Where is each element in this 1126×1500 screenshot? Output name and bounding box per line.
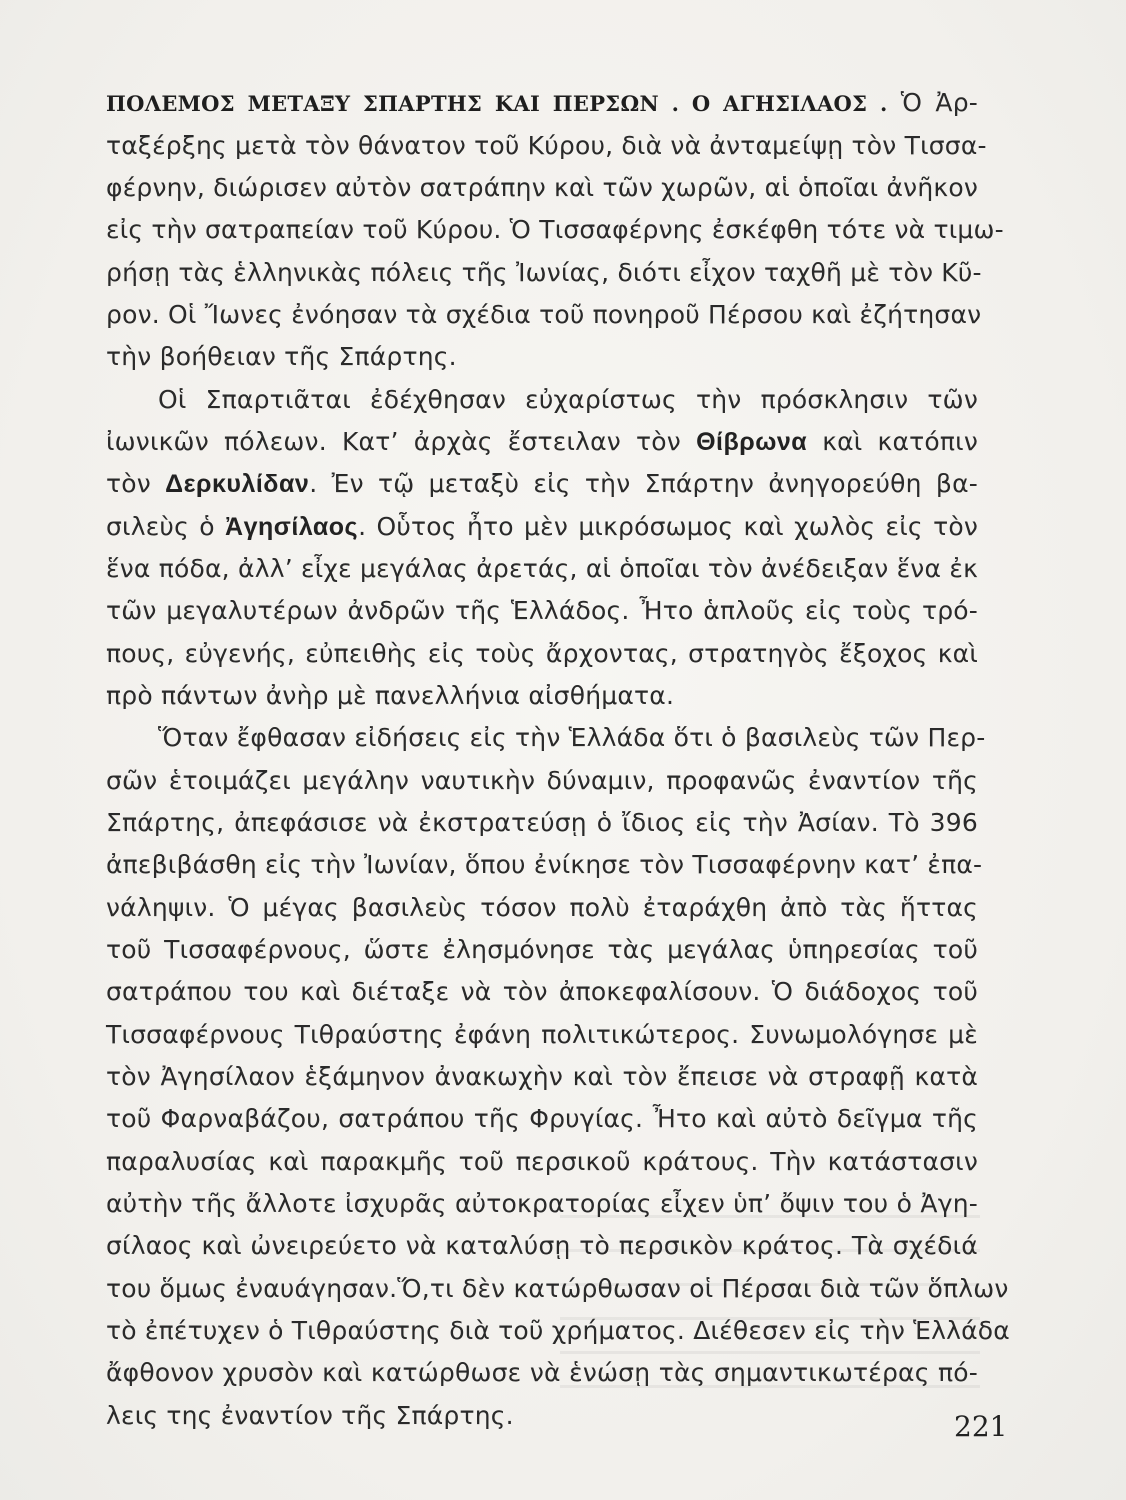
text-line: τὸ ἐπέτυχεν ὁ Τιθραύστης διὰ τοῦ χρήματος. Διέθεσεν εἰς τὴν Ἑλλάδα: [106, 1316, 1010, 1345]
text-fragment: σιλεὺς ὁ: [106, 512, 226, 541]
text-line: ἄφθονον χρυσὸν καὶ κατώρθωσε νὰ ἑνώσῃ τὰς σημαντικωτέρας πό-: [106, 1358, 978, 1387]
text-line: σῶν ἑτοιμάζει μεγάλην ναυτικὴν δύναμιν, προφανῶς ἐναντίον τῆς: [106, 766, 978, 795]
page-number: 221: [954, 1410, 1008, 1443]
text-line: λεις της ἐναντίον τῆς Σπάρτης.: [106, 1401, 514, 1430]
text-line: ρήσῃ τὰς ἑλληνικὰς πόλεις τῆς Ἰωνίας, διότι εἶχον ταχθῆ μὲ τὸν Κῦ-: [106, 258, 982, 287]
text-line: αὐτὴν τῆς ἄλλοτε ἰσχυρᾶς αὐτοκρατορίας εἶχεν ὑπ’ ὄψιν του ὁ Ἀγη-: [106, 1189, 978, 1218]
text-line: εἰς τὴν σατραπείαν τοῦ Κύρου. Ὁ Τισσαφέρνης ἐσκέφθη τότε νὰ τιμω-: [106, 215, 1004, 244]
emphasized-name: Δερκυλίδαν: [165, 470, 310, 498]
text-fragment: τὸν: [106, 469, 166, 498]
heading-line: [106, 82, 978, 124]
text-fragment: . Οὗτος ἦτο μὲν μικρόσωμος καὶ χωλὸς εἰς τὸν: [358, 512, 978, 541]
text-line: ρον. Οἱ Ἴωνες ἐνόησαν τὰ σχέδια τοῦ πονηροῦ Πέρσου καὶ ἐζήτησαν: [106, 300, 982, 329]
text-line: τοῦ Φαρναβάζου, σατράπου τῆς Φρυγίας. Ἦτο καὶ αὐτὸ δεῖγμα τῆς: [106, 1104, 978, 1133]
text-line: τοῦ Τισσαφέρνους, ὥστε ἐλησμόνησε τὰς μεγάλας ὑπηρεσίας τοῦ: [106, 935, 978, 964]
emphasized-name: Ἀγησίλαος: [225, 513, 359, 541]
text-fragment: Ὁ Ἀρ-: [900, 88, 978, 117]
text-fragment: . Ἐν τῷ μεταξὺ εἰς τὴν Σπάρτην ἀνηγορεύθη βα-: [309, 469, 978, 498]
section-heading: ΠΟΛΕΜΟΣ ΜΕΤΑΞΥ ΣΠΑΡΤΗΣ ΚΑΙ ΠΕΡΣΩΝ . Ο ΑΓΗΣΙΛΑΟΣ .: [106, 91, 888, 116]
text-line: πρὸ πάντων ἀνὴρ μὲ πανελλήνια αἰσθήματα.: [106, 681, 675, 710]
text-fragment: ἰωνικῶν πόλεων. Κατ’ ἀρχὰς ἔστειλαν τὸν: [106, 427, 697, 456]
text-line: φέρνην, διώρισεν αὐτὸν σατράπην καὶ τῶν χωρῶν, αἱ ὁποῖαι ἀνῆκον: [106, 173, 978, 202]
text-line: σατράπου του καὶ διέταξε νὰ τὸν ἀποκεφαλίσουν. Ὁ διάδοχος τοῦ: [106, 977, 978, 1006]
text-line: σίλαος καὶ ὠνειρεύετο νὰ καταλύσῃ τὸ περσικὸν κράτος. Τὰ σχέδιά: [106, 1231, 978, 1260]
text-line: ταξέρξης μετὰ τὸν θάνατον τοῦ Κύρου, διὰ νὰ ἀνταμείψῃ τὸν Τισσα-: [106, 131, 987, 160]
text-line: Οἱ Σπαρτιᾶται ἐδέχθησαν εὐχαρίστως τὴν πρόσκλησιν τῶν: [158, 385, 978, 414]
text-line: [106, 506, 978, 548]
text-line: Ὅταν ἔφθασαν εἰδήσεις εἰς τὴν Ἑλλάδα ὅτι ὁ βασιλεὺς τῶν Περ-: [158, 723, 986, 752]
text-line: ἕνα πόδα, ἀλλ’ εἶχε μεγάλας ἀρετάς, αἱ ὁποῖαι τὸν ἀνέδειξαν ἕνα ἐκ: [106, 554, 978, 583]
emphasized-name: Θίβρωνα: [696, 428, 808, 456]
text-line: [106, 421, 978, 463]
text-line: Σπάρτης, ἀπεφάσισε νὰ ἐκστρατεύσῃ ὁ ἴδιος εἰς τὴν Ἀσίαν. Τὸ 396: [106, 808, 978, 837]
text-line: [106, 463, 978, 505]
text-line: ἀπεβιβάσθη εἰς τὴν Ἰωνίαν, ὅπου ἐνίκησε τὸν Τισσαφέρνην κατ’ ἐπα-: [106, 850, 983, 879]
text-line: παραλυσίας καὶ παρακμῆς τοῦ περσικοῦ κράτους. Τὴν κατάστασιν: [106, 1147, 978, 1176]
text-fragment: καὶ κατόπιν: [807, 427, 978, 456]
text-line: του ὅμως ἐναυάγησαν.Ὅ,τι δὲν κατώρθωσαν οἱ Πέρσαι διὰ τῶν ὅπλων: [106, 1274, 1009, 1303]
text-line: νάληψιν. Ὁ μέγας βασιλεὺς τόσον πολὺ ἐταράχθη ἀπὸ τὰς ἥττας: [106, 893, 978, 922]
text-line: τῶν μεγαλυτέρων ἀνδρῶν τῆς Ἑλλάδος. Ἦτο ἁπλοῦς εἰς τοὺς τρό-: [106, 596, 978, 625]
text-line: πους, εὐγενής, εὐπειθὴς εἰς τοὺς ἄρχοντας, στρατηγὸς ἔξοχος καὶ: [106, 639, 978, 668]
text-line: τὸν Ἀγησίλαον ἑξάμηνον ἀνακωχὴν καὶ τὸν ἔπεισε νὰ στραφῇ κατὰ: [106, 1062, 978, 1091]
text-line: Τισσαφέρνους Τιθραύστης ἐφάνη πολιτικώτερος. Συνωμολόγησε μὲ: [106, 1020, 978, 1049]
text-line: τὴν βοήθειαν τῆς Σπάρτης.: [106, 342, 457, 371]
